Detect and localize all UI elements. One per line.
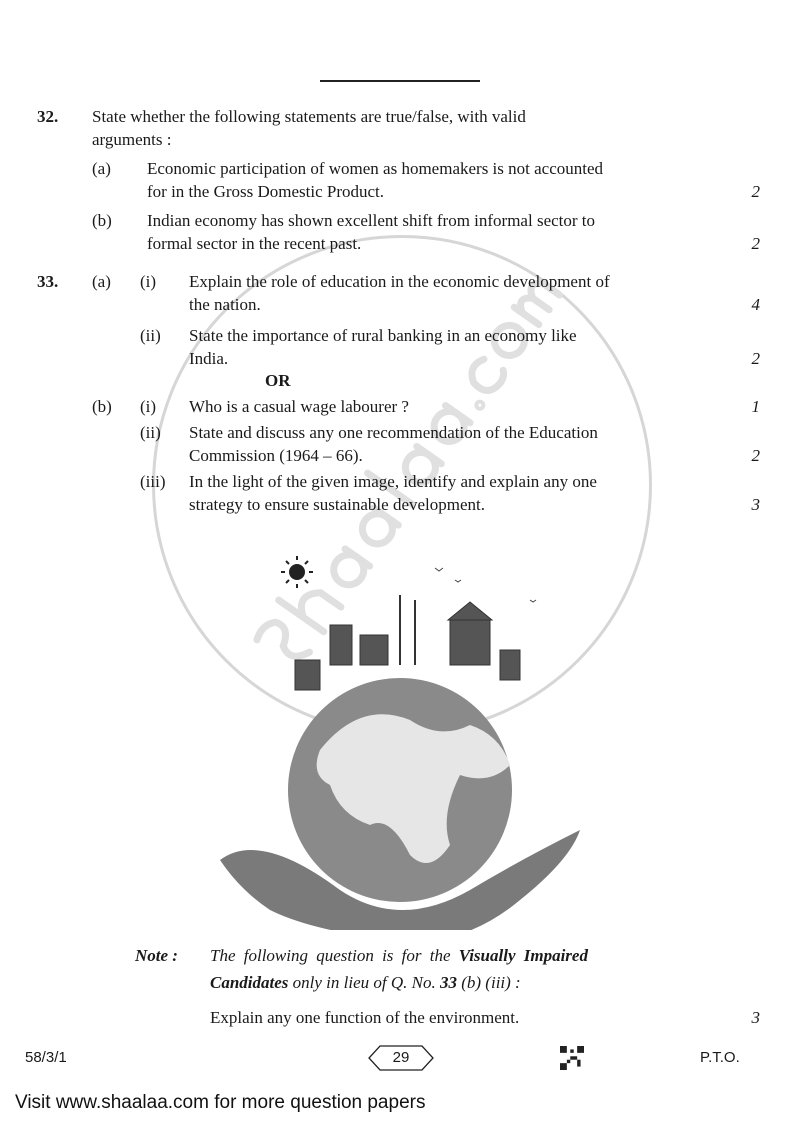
q33a-i-marks: 4 <box>751 295 760 314</box>
q33b-iii-marks: 3 <box>751 495 760 514</box>
q33-number: 33. <box>37 272 59 291</box>
q33b-i-line1: Who is a casual wage labourer ? <box>189 397 409 416</box>
q32b-line2: formal sector in the recent past. <box>147 234 362 253</box>
q32-number: 32. <box>37 107 59 126</box>
q32-stem-line2: arguments : <box>92 130 172 149</box>
q33a-ii-marks: 2 <box>751 349 760 368</box>
q33b-ii-marks: 2 <box>751 446 760 465</box>
q32b-label: (b) <box>92 211 112 230</box>
q32a-label: (a) <box>92 159 111 178</box>
sustainable-earth-illustration <box>200 540 600 930</box>
note-qno: 33 <box>439 973 457 992</box>
please-turn-over: P.T.O. <box>700 1049 740 1066</box>
q32a-line2: for in the Gross Domestic Product. <box>147 182 385 201</box>
note-line2 <box>210 973 521 993</box>
q33b-iii-line2: strategy to ensure sustainable development. <box>189 495 485 514</box>
vi-question-marks: 3 <box>751 1008 760 1027</box>
q33a-label: (a) <box>92 272 111 291</box>
note-emphasis: Candidates <box>210 973 289 992</box>
top-rule <box>320 80 480 82</box>
site-promo-text: Visit www.shaalaa.com for more question papers <box>15 1092 426 1113</box>
paper-code: 58/3/1 <box>25 1049 67 1066</box>
q33b-iii-line1: In the light of the given image, identify and explain any one <box>189 472 597 491</box>
q32b-marks: 2 <box>751 234 760 253</box>
q33b-ii-line1: State and discuss any one recommendation of the Education <box>189 423 598 442</box>
note-line1 <box>210 946 588 966</box>
q33b-i-label: (i) <box>140 397 157 416</box>
q32b-line1: Indian economy has shown excellent shift from informal sector to <box>147 211 596 230</box>
q33a-i-label: (i) <box>140 272 157 291</box>
q33a-ii-line2: India. <box>189 349 229 368</box>
q33a-i-line1: Explain the role of education in the economic development of <box>189 272 610 291</box>
bird-icons <box>435 568 536 602</box>
or-divider: OR <box>265 371 291 390</box>
q33a-i-line2: the nation. <box>189 295 261 314</box>
q33b-iii-label: (iii) <box>140 472 166 491</box>
q33b-i-marks: 1 <box>751 397 760 416</box>
vi-question: Explain any one function of the environment. <box>210 1008 520 1027</box>
qr-code-icon <box>560 1046 584 1070</box>
q32-stem-line1: State whether the following statements are true/false, with valid <box>92 107 526 126</box>
q33b-ii-line2: Commission (1964 – 66). <box>189 446 363 465</box>
q32a-marks: 2 <box>751 182 760 201</box>
sun-icon <box>281 556 313 588</box>
page-number: 29 <box>392 1049 410 1066</box>
note-text: The following question is for the <box>210 946 459 965</box>
note-label: Note : <box>135 946 178 965</box>
city-skyline <box>295 595 520 690</box>
note-text: (b) (iii) : <box>456 973 521 992</box>
note-text: only in lieu of Q. No. <box>288 973 440 992</box>
q32a-line1: Economic participation of women as homemakers is not accounted <box>147 159 604 178</box>
q33b-label: (b) <box>92 397 112 416</box>
q33b-ii-label: (ii) <box>140 423 161 442</box>
note-emphasis: Visually Impaired <box>458 946 588 965</box>
q33a-ii-line1: State the importance of rural banking in an economy like <box>189 326 577 345</box>
q33a-ii-label: (ii) <box>140 326 161 345</box>
